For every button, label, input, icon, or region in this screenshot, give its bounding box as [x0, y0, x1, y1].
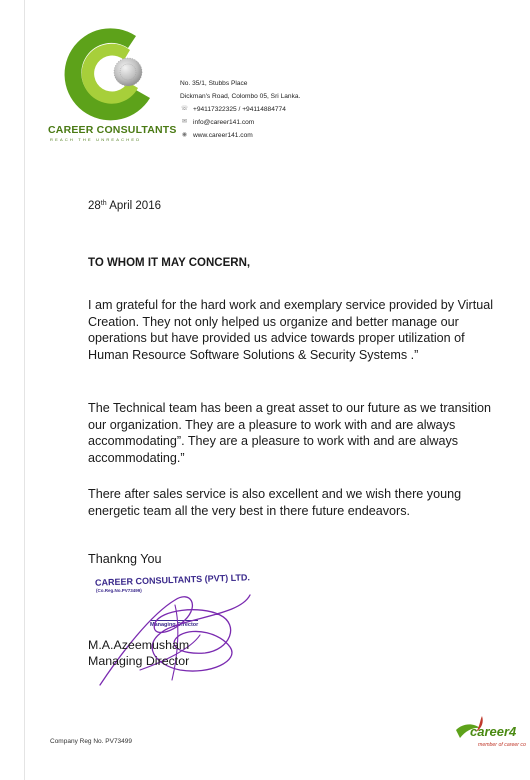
signer-name: M.A.Azeemusham — [88, 638, 190, 652]
phone-fax-icon: ☏ — [180, 106, 189, 112]
company-reg-number: Company Reg No. PV73499 — [50, 738, 133, 745]
website-url[interactable]: www.career141.com — [193, 132, 253, 139]
date-month-year: April 2016 — [106, 200, 161, 212]
logo-company-name: CAREER CONSULTANTS — [48, 124, 177, 136]
envelope-icon: ✉ — [181, 119, 188, 125]
signer-title: Managing Director — [88, 654, 190, 668]
stamp-title: Managing Director — [150, 622, 199, 628]
email-address[interactable]: info@career141.com — [193, 119, 255, 126]
phone-line — [180, 103, 300, 116]
globe-icon: ◉ — [181, 132, 188, 138]
date-day: 28 — [88, 200, 101, 212]
page-edge-divider — [24, 0, 25, 780]
footer-logo-text: career4 — [470, 724, 517, 739]
logo-tagline: REACH THE UNREACHED — [50, 137, 142, 142]
address-line-1: No. 35/1, Stubbs Place — [180, 80, 248, 87]
career-consultants-logo-icon — [58, 22, 158, 130]
handwritten-signature — [80, 575, 260, 695]
date-suffix: th — [100, 200, 107, 207]
address-line-2: Dickman's Road, Colombo 05, Sri Lanka. — [180, 93, 301, 100]
salutation: TO WHOM IT MAY CONCERN, — [88, 257, 251, 269]
address-block — [180, 77, 300, 142]
letter-date — [88, 200, 161, 212]
website-line — [180, 129, 300, 142]
paragraph-1: I am grateful for the hard work and exemplary service provided by Virtual Creation. They not only helped us organize and better manage our operations but have provided us advice towards proper utilization of Human Resource Software Solutions & Security Systems .” — [88, 298, 494, 362]
footer-logo-subtext: member of career co — [478, 742, 526, 748]
company-stamp: CAREER CONSULTANTS (PVT) LTD. — [94, 572, 251, 588]
email-line — [180, 116, 300, 129]
paragraph-3: There after sales service is also excellent and we wish there young energetic team all the very best in there future endeavors. — [88, 487, 462, 518]
closing: Thankng You — [88, 552, 162, 566]
paragraph-2: The Technical team has been a great asset to our future as we transition our organization. They are a pleasure to work with and are always accommodating”. They are a pleasure to work with and are always accommodating.” — [88, 401, 491, 465]
stamp-reg-number: (Co.Reg.No.PV73499) — [96, 588, 142, 593]
phone-numbers: +94117322325 / +94114884774 — [193, 106, 286, 113]
